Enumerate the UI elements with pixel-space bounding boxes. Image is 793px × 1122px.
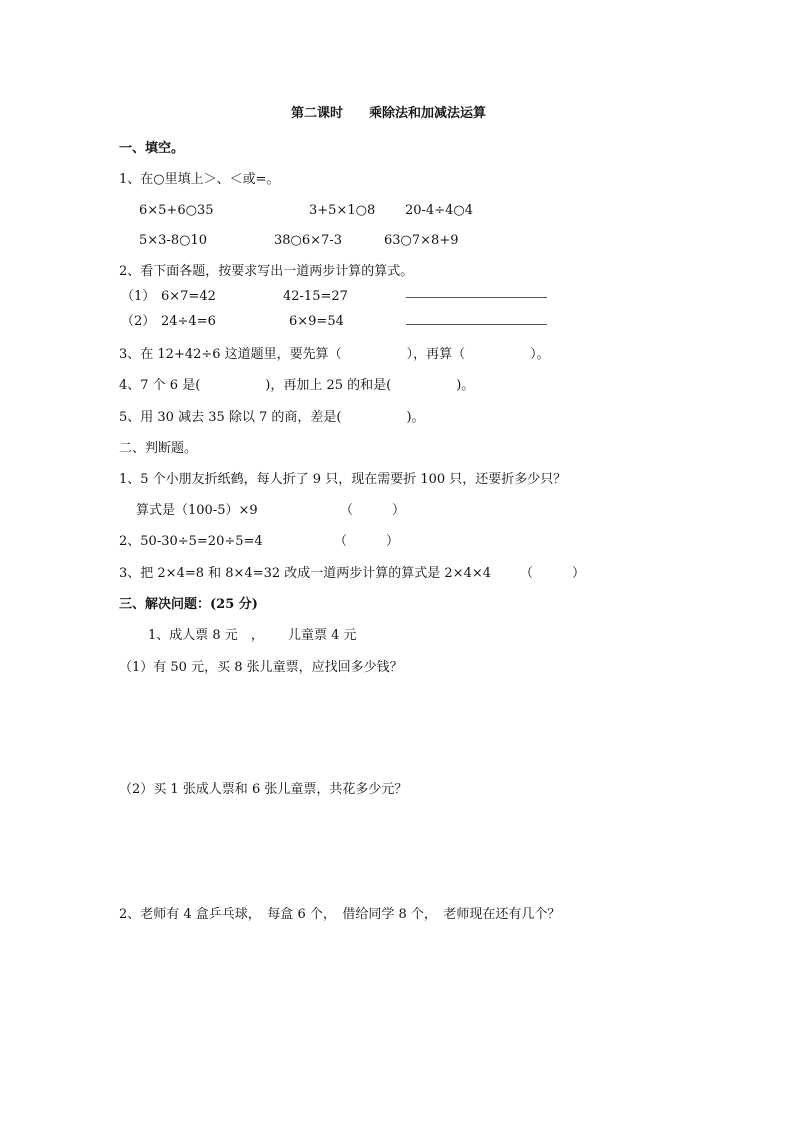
tf-answer-paren[interactable]: （ ） bbox=[334, 534, 400, 549]
tf-q3-text: 3、把 2×4=8 和 8×4=32 改成一道两步计算的算式是 2×4×4 bbox=[119, 566, 491, 581]
q5-text: 5、用 30 减去 35 除以 7 的商，差是( )。 bbox=[119, 410, 425, 425]
tf-q1-formula: 算式是（100-5）×9 bbox=[136, 503, 258, 518]
answer-blank-line[interactable] bbox=[406, 297, 547, 298]
tf-answer-paren[interactable]: （ ） bbox=[340, 503, 406, 518]
q2-equation-a: 24÷4=6 bbox=[161, 314, 216, 329]
q1-prompt: 1、在○里填上＞、＜或=。 bbox=[119, 172, 280, 187]
answer-blank-line[interactable] bbox=[406, 324, 547, 325]
ticket-price-child: 儿童票 4 元 bbox=[288, 628, 357, 643]
compare-item: 20-4÷4○4 bbox=[405, 203, 473, 218]
tf-q1-text: 1、5 个小朋友折纸鹤，每人折了 9 只，现在需要折 100 只，还要折多少只？ bbox=[119, 472, 567, 487]
q2-equation-b: 42-15=27 bbox=[283, 289, 348, 304]
q3-text: 3、在 12+42÷6 这道题里，要先算（ ），再算（ ）。 bbox=[119, 347, 550, 362]
problem2-text: 2、老师有 4 盒乒乓球， 每盒 6 个， 借给同学 8 个， 老师现在还有几个？ bbox=[119, 907, 561, 922]
q2-equation-b: 6×9=54 bbox=[289, 314, 344, 329]
compare-item: 63○7×8+9 bbox=[384, 233, 459, 248]
q2-item-number: （2） bbox=[121, 314, 156, 329]
q2-equation-a: 6×7=42 bbox=[161, 289, 216, 304]
tf-q2-text: 2、50-30÷5=20÷5=4 bbox=[119, 534, 263, 549]
ticket-price-adult: 1、成人票 8 元 ， bbox=[148, 628, 264, 643]
compare-item: 5×3-8○10 bbox=[139, 233, 207, 248]
q2-item-number: （1） bbox=[121, 289, 156, 304]
problem1-sub1: （1）有 50 元，买 8 张儿童票，应找回多少钱？ bbox=[119, 660, 403, 675]
section-problems-heading: 三、解决问题：(25 分) bbox=[119, 597, 258, 612]
compare-item: 38○6×7-3 bbox=[274, 233, 342, 248]
compare-item: 3+5×1○8 bbox=[309, 203, 376, 218]
tf-answer-paren[interactable]: （ ） bbox=[520, 566, 586, 581]
page-title: 第二课时 乘除法和加减法运算 bbox=[291, 106, 487, 121]
q2-prompt: 2、看下面各题，按要求写出一道两步计算的算式。 bbox=[119, 264, 414, 279]
compare-item: 6×5+6○35 bbox=[139, 203, 214, 218]
section-true-false-heading: 二、判断题。 bbox=[119, 441, 198, 456]
q4-text: 4、7 个 6 是( )，再加上 25 的和是( )。 bbox=[119, 378, 475, 393]
problem1-sub2: （2）买 1 张成人票和 6 张儿童票，共花多少元？ bbox=[119, 782, 408, 797]
section-fill-blank-heading: 一、填空。 bbox=[119, 141, 185, 156]
